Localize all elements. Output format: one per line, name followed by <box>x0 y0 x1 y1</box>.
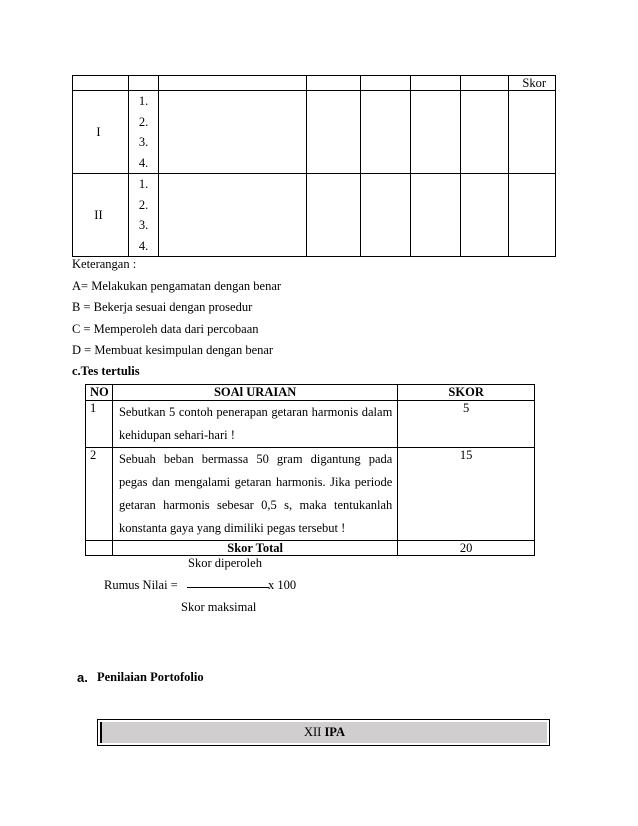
written-test-table <box>85 384 535 556</box>
class-major: IPA <box>324 725 346 739</box>
question-text: Sebuah beban bermassa 50 gram digantung pada pegas dan mengalami getaran harmonis. Jika periode getaran harmonis sebesar 0,5 s, maka tentukanlah konstanta gaya yang dimiliki pegas tersebut ! <box>112 448 397 541</box>
group-label: I <box>73 91 129 174</box>
item-numbers: 1. 2. 3. 4. <box>128 174 158 257</box>
keterangan-line-d: D = Membuat kesimpulan dengan benar <box>72 343 274 357</box>
total-value: 20 <box>398 541 535 556</box>
formula-denominator: Skor maksimal <box>181 600 257 614</box>
keterangan-line-c: C = Memperoleh data dari percobaan <box>72 322 259 336</box>
item-numbers: 1. 2. 3. 4. <box>128 91 158 174</box>
total-label: Skor Total <box>112 541 397 556</box>
written-test-heading: c.Tes tertulis <box>72 364 140 378</box>
skor-header: Skor <box>508 76 555 91</box>
question-row-1 <box>86 401 535 448</box>
portfolio-class-header <box>100 722 547 743</box>
question-score: 5 <box>398 401 535 448</box>
question-text: Sebutkan 5 contoh penerapan getaran harmonis dalam kehidupan sehari-hari ! <box>112 401 397 448</box>
group-label: II <box>73 174 129 257</box>
portfolio-title: Penilaian Portofolio <box>97 670 204 684</box>
formula-label: Rumus Nilai = <box>104 578 178 592</box>
portfolio-marker: a. <box>77 670 88 685</box>
keterangan-line-b: B = Bekerja sesuai dengan prosedur <box>72 300 253 314</box>
group-row-1 <box>73 91 556 174</box>
formula-numerator: Skor diperoleh <box>188 556 262 570</box>
header-question: SOAl URAIAN <box>112 385 397 401</box>
header-no: NO <box>86 385 113 401</box>
written-test-header-row <box>86 385 535 401</box>
class-prefix: XII <box>303 725 322 739</box>
keterangan-title: Keterangan : <box>72 257 137 271</box>
total-row <box>86 541 535 556</box>
portfolio-table <box>97 719 550 746</box>
fraction-line <box>187 587 269 588</box>
observation-table <box>72 75 556 257</box>
observation-header-row <box>73 76 556 91</box>
formula-multiplier: x 100 <box>268 578 297 592</box>
group-row-2 <box>73 174 556 257</box>
question-number: 1 <box>86 401 113 448</box>
keterangan-line-a: A= Melakukan pengamatan dengan benar <box>72 279 282 293</box>
header-score: SKOR <box>398 385 535 401</box>
question-row-2 <box>86 448 535 541</box>
question-number: 2 <box>86 448 113 541</box>
question-score: 15 <box>398 448 535 541</box>
